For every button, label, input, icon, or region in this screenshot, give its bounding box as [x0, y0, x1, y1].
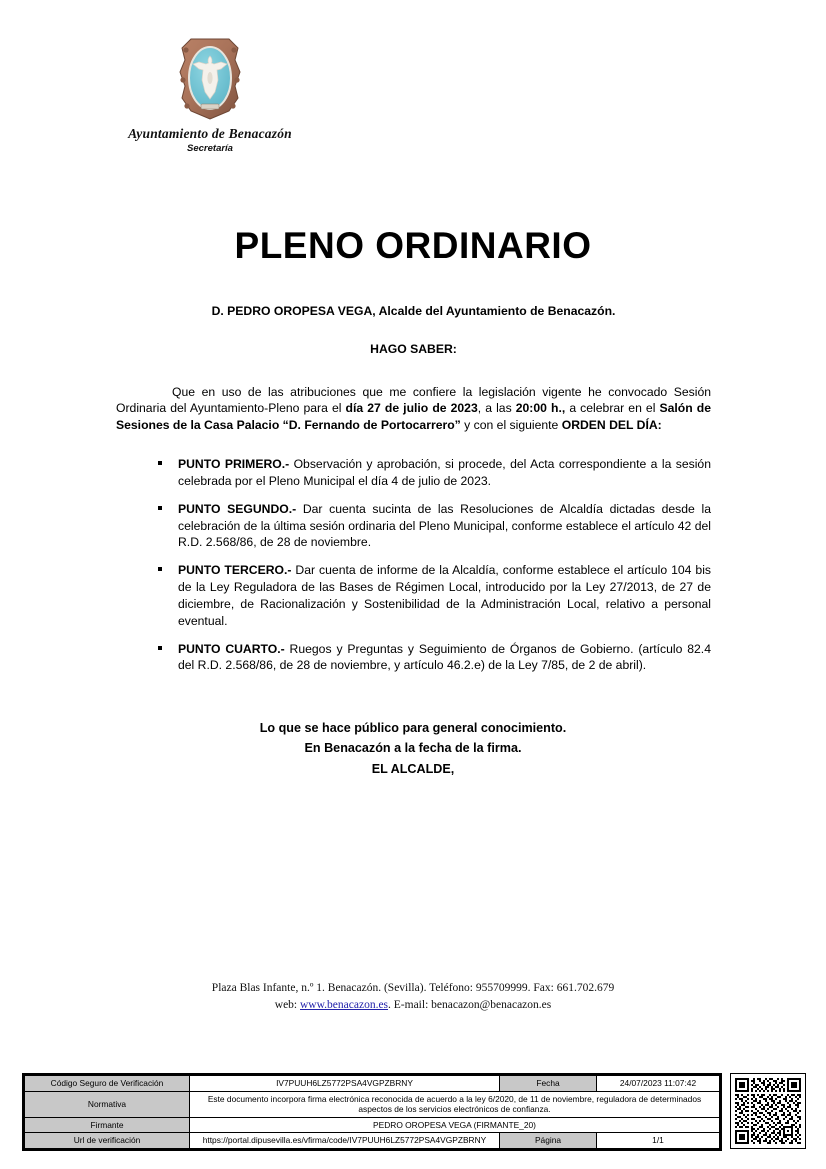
square-bullet-icon: [158, 567, 162, 571]
paragraph-text-4: y con el siguiente: [460, 418, 562, 433]
item-text: Observación y aprobación, si procede, del Acta correspondiente a la sesión celebrada por el Pleno Municipal el día 4 de julio de 2023.: [178, 457, 711, 488]
normativa-value: Este documento incorpora firma electrónica reconocida de acuerdo a la ley 6/2020, de 11 de noviembre, reguladora de determinados aspectos de los servicios electrónicos de confianza.: [190, 1091, 720, 1117]
address-footer: [0, 980, 826, 1015]
web-email-line: [0, 997, 826, 1014]
benacazon-coat-of-arms-icon: [177, 36, 243, 122]
web-label: web:: [274, 999, 300, 1012]
hago-saber-heading: HAGO SABER:: [370, 341, 457, 356]
verification-table-wrapper: [22, 1073, 722, 1151]
closing-block: [0, 718, 826, 779]
item-label: PUNTO SEGUNDO.-: [178, 501, 297, 516]
item-label: PUNTO CUARTO.-: [178, 641, 285, 656]
item-text: Dar cuenta de informe de la Alcaldía, conforme establece el artículo 104 bis de la Ley Reguladora de las Bases de Régimen Local, introducido por la Ley 27/2013, de 27 de diciembre, de Racionalización y Sostenibilidad de la Administración Local, relativo a personal eventual.: [178, 563, 711, 628]
session-venue: Salón de Sesiones de la Casa Palacio “D. Fernando de Portocarrero”: [116, 401, 712, 433]
item-label: PUNTO TERCERO.-: [178, 563, 292, 578]
pagina-label: Página: [500, 1133, 597, 1149]
table-row: [25, 1091, 720, 1117]
paragraph-text-3: a celebrar en el: [565, 401, 660, 416]
closing-line-1: Lo que se hace público para general conocimiento.: [259, 721, 567, 735]
qr-code-icon[interactable]: [730, 1073, 806, 1149]
item-text: Dar cuenta sucinta de las Resoluciones de Alcaldía dictadas desde la celebración de la última sesión ordinaria del Pleno Municipal, conforme establece el artículo 42 del R.D. 2.568/86, de 28 de noviembre.: [178, 501, 711, 550]
paragraph-text-1: Que en uso de las atribuciones que me confiere la legislación vigente he convocado Sesión Ordinaria del Ayuntamiento-Pleno para el: [116, 384, 711, 416]
csv-label: Código Seguro de Verificación: [25, 1076, 190, 1092]
organization-department: Secretaría: [187, 142, 233, 154]
page-title: PLENO ORDINARIO: [234, 225, 592, 266]
list-item: [116, 501, 711, 551]
item-text: Ruegos y Preguntas y Seguimiento de Órganos de Gobierno. (artículo 82.4 del R.D. 2.568/86, de 28 de noviembre, y artículo 46.2.e) de la Ley 7/85, de 2 de abril).: [178, 641, 711, 673]
list-item: [116, 456, 711, 490]
list-item: [116, 562, 711, 629]
session-date: día 27 de julio de 2023: [345, 401, 478, 416]
document-body: [116, 303, 711, 674]
organization-name: Ayuntamiento de Benacazón: [128, 126, 292, 141]
orden-del-dia-list: [116, 456, 711, 674]
table-row: [25, 1133, 720, 1149]
csv-value: IV7PUUH6LZ5772PSA4VGPZBRNY: [190, 1076, 500, 1092]
square-bullet-icon: [158, 506, 162, 510]
email-text: . E-mail: benacazon@benacazon.es: [388, 999, 552, 1012]
table-row: [25, 1076, 720, 1092]
orden-del-dia-label: ORDEN DEL DÍA:: [561, 418, 662, 433]
website-link[interactable]: www.benacazon.es: [300, 999, 389, 1012]
convocation-paragraph: [116, 384, 711, 434]
square-bullet-icon: [158, 646, 162, 650]
url-label: Url de verificación: [25, 1133, 190, 1149]
mayor-line: [116, 303, 711, 320]
list-item: [116, 641, 711, 675]
table-row: [25, 1117, 720, 1133]
session-time: 20:00 h.,: [515, 401, 566, 416]
firmante-value: PEDRO OROPESA VEGA (FIRMANTE_20): [190, 1117, 720, 1133]
verification-table: [24, 1075, 720, 1149]
address-line: Plaza Blas Infante, n.º 1. Benacazón. (Sevilla). Teléfono: 955709999. Fax: 661.702.679: [211, 982, 615, 994]
firmante-label: Firmante: [25, 1117, 190, 1133]
closing-line-2: En Benacazón a la fecha de la firma.: [304, 741, 522, 756]
paragraph-text-2: , a las: [477, 401, 516, 416]
fecha-label: Fecha: [500, 1076, 597, 1092]
mayor-name: D. PEDRO OROPESA VEGA: [211, 304, 373, 318]
pagina-value: 1/1: [597, 1133, 720, 1149]
mayor-role: , Alcalde del Ayuntamiento de Benacazón.: [372, 304, 616, 318]
square-bullet-icon: [158, 461, 162, 465]
normativa-label: Normativa: [25, 1091, 190, 1117]
item-label: PUNTO PRIMERO.-: [178, 457, 290, 472]
url-value[interactable]: https://portal.dipusevilla.es/vfirma/code/IV7PUUH6LZ5772PSA4VGPZBRNY: [190, 1133, 500, 1149]
closing-line-3: EL ALCALDE,: [371, 761, 455, 776]
letterhead: [108, 36, 312, 155]
fecha-value: 24/07/2023 11:07:42: [597, 1076, 720, 1092]
